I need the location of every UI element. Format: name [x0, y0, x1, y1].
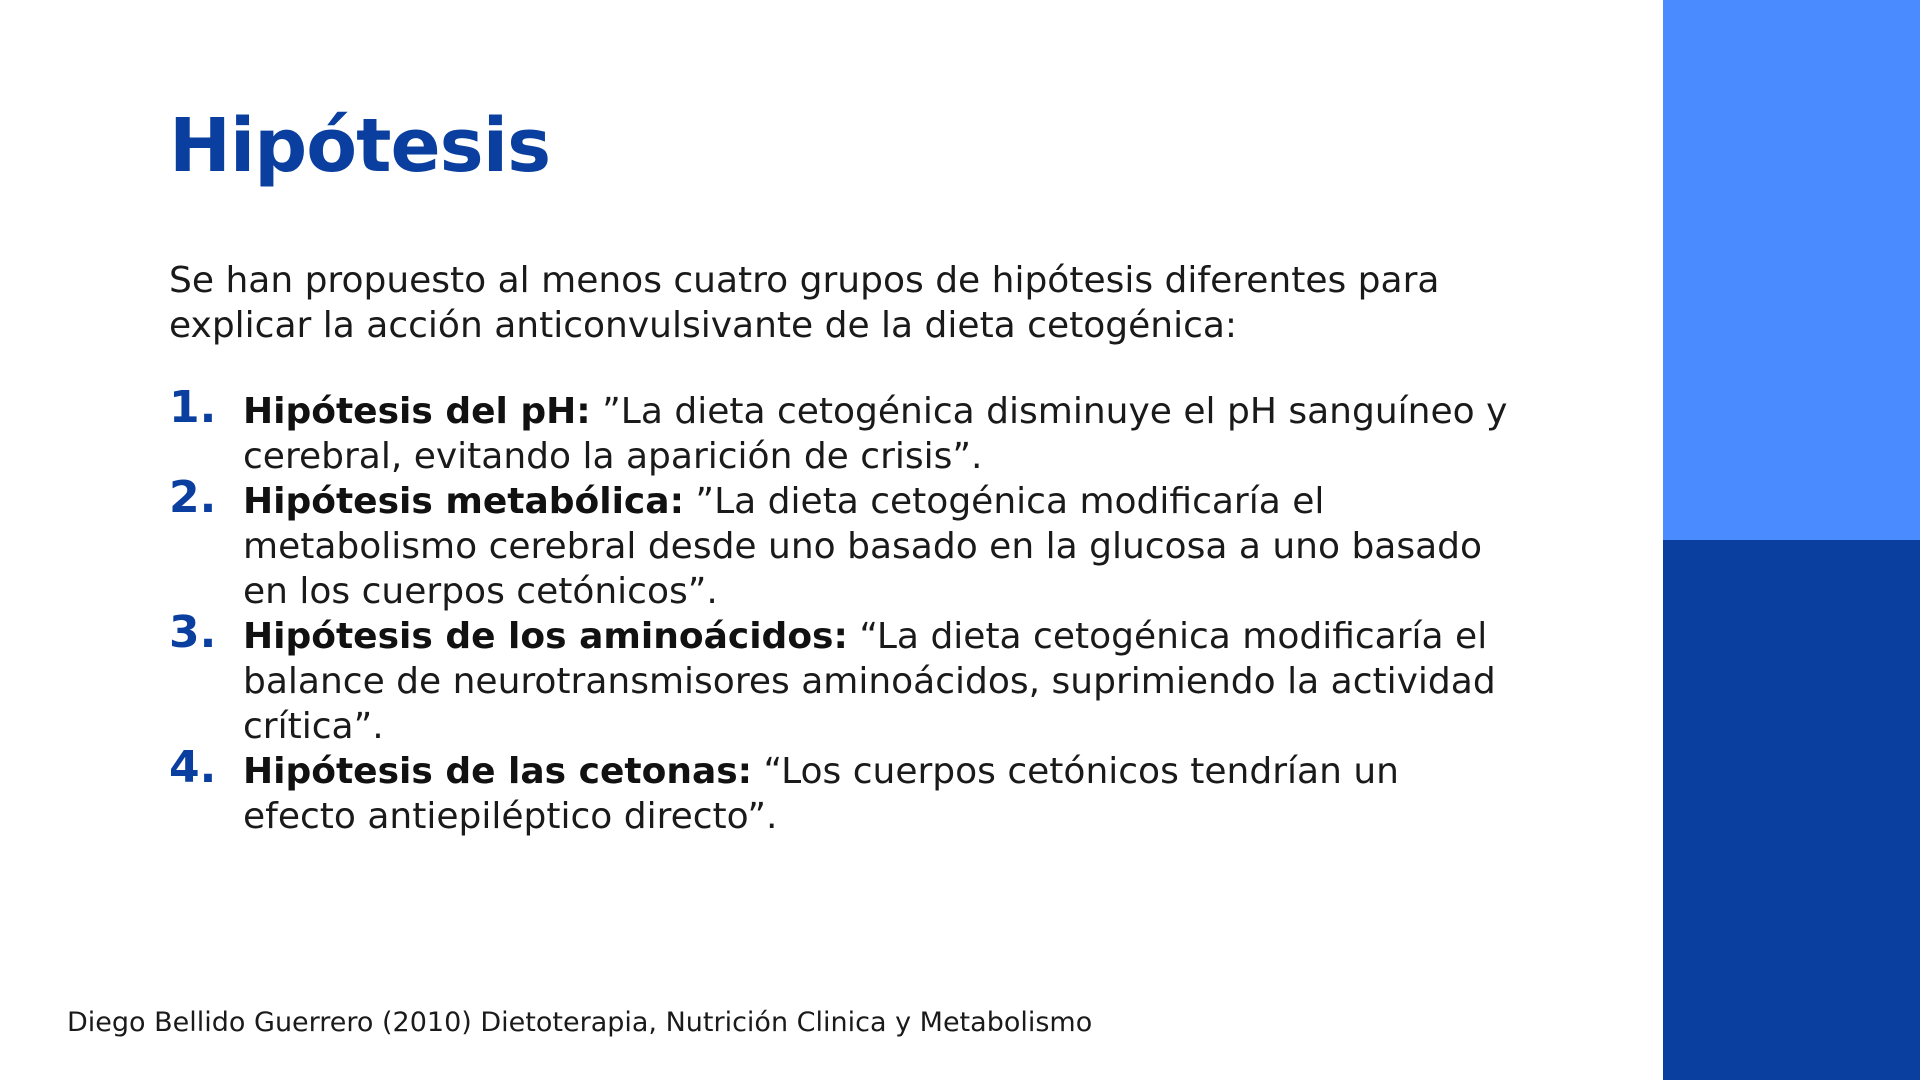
hypothesis-list [169, 382, 1509, 839]
list-item [169, 382, 1509, 479]
accent-panel-bottom [1663, 540, 1920, 1080]
intro-paragraph: Se han propuesto al menos cuatro grupos de hipótesis diferentes para explicar la acción anticonvulsivante de la dieta cetogénica: [169, 260, 1440, 346]
list-item-heading: Hipótesis de los aminoácidos: [243, 616, 848, 657]
slide-title: Hipótesis [169, 103, 551, 189]
list-item [169, 607, 1509, 749]
list-number: 2. [169, 472, 217, 523]
list-item-heading: Hipótesis metabólica: [243, 481, 684, 522]
list-item [169, 742, 1509, 839]
list-item [169, 472, 1509, 614]
list-item-text: “Los cuerpos cetónicos tendrían un efecto antiepiléptico directo”. [243, 751, 1399, 837]
list-number: 1. [169, 382, 217, 433]
list-item-text: ”La dieta cetogénica modificaría el metabolismo cerebral desde uno basado en la glucosa a uno basado en los cuerpos cetónicos”. [243, 481, 1483, 612]
list-item-heading: Hipótesis de las cetonas: [243, 751, 753, 792]
citation: Diego Bellido Guerrero (2010) Dietoterapia, Nutrición Clinica y Metabolismo [67, 1007, 1093, 1038]
list-number: 4. [169, 742, 217, 793]
accent-panel-top [1663, 0, 1920, 540]
list-number: 3. [169, 607, 217, 658]
list-item-text: ”La dieta cetogénica disminuye el pH sanguíneo y cerebral, evitando la aparición de crisis”. [243, 391, 1508, 477]
list-item-text: “La dieta cetogénica modificaría el balance de neurotransmisores aminoácidos, suprimiendo la actividad crítica”. [243, 616, 1496, 747]
list-item-heading: Hipótesis del pH: [243, 391, 591, 432]
